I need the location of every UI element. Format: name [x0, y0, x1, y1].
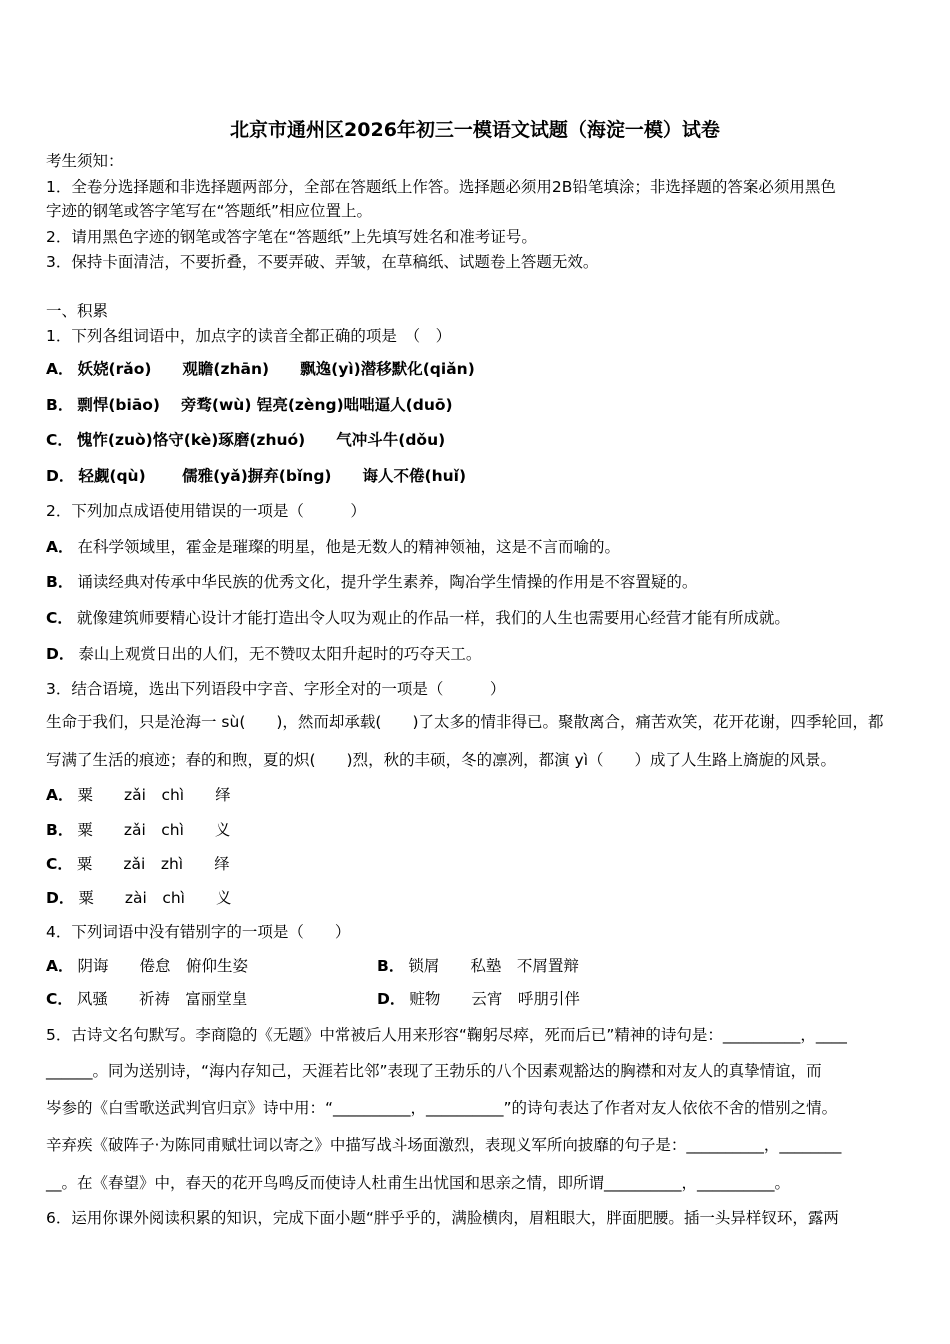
q2-option-b: B． 诵读经典对传承中华民族的优秀文化，提升学生素养，陶冶学生情操的作用是不容置疑的。 [46, 573, 698, 591]
q1-option-d: D． 轻觑(qù) 儒雅(yǎ)摒弃(bǐng) 诲人不倦(huǐ) [46, 467, 467, 485]
q3-option-b: B． 粟 zǎi chì 义 [46, 821, 231, 839]
section-heading: 一、积累 [46, 302, 109, 320]
q4-option-a: A． 阴诲 倦怠 俯仰生姿 [46, 957, 249, 975]
q5-line: ______。同为送别诗，“海内存知己，天涯若比邻”表现了王勃乐的八个因素观豁达的胸襟和对友人的真挚情谊，而 [46, 1062, 822, 1080]
q4-option-b: B． 锁屑 私塾 不屑置辩 [377, 957, 579, 975]
question-2-stem: 2．下列加点成语使用错误的一项是（ ） [46, 502, 366, 520]
q3-option-a: A． 粟 zǎi chì 绎 [46, 786, 231, 804]
q3-passage-line: 生命于我们，只是沧海一 sù( )，然而却承载( )了太多的情非得已。聚散离合，痛苦欢笑，花开花谢，四季轮回，都 [46, 713, 884, 731]
q2-option-c: C． 就像建筑师要精心设计才能打造出令人叹为观止的作品一样，我们的人生也需要用心经营才能有所成就。 [46, 609, 790, 627]
question-3-stem: 3．结合语境，选出下列语段中字音、字形全对的一项是（ ） [46, 680, 506, 698]
q4-option-d: D． 赃物 云宵 呼朋引伴 [377, 990, 580, 1008]
question-1-stem: 1．下列各组词语中，加点字的读音全都正确的项是 （ ） [46, 327, 452, 345]
q1-option-b: B． 剽悍(biāo) 旁骛(wù) 锃亮(zèng)咄咄逼人(duō) [46, 396, 453, 414]
notice-line: 1．全卷分选择题和非选择题两部分，全部在答题纸上作答。选择题必须用2B铅笔填涂；非选择题的答案必须用黑色 [46, 178, 836, 196]
notice-line: 字迹的钢笔或答字笔写在“答题纸”相应位置上。 [46, 202, 373, 220]
q5-line: 辛弃疾《破阵子·为陈同甫赋壮词以寄之》中描写战斗场面激烈，表现义军所向披靡的句子是：__________，________ [46, 1136, 842, 1154]
q1-option-c: C． 愧怍(zuò)恪守(kè)琢磨(zhuó) 气冲斗牛(dǒu) [46, 431, 446, 449]
q3-option-c: C． 粟 zǎi zhì 绎 [46, 855, 230, 873]
q5-line: 岑参的《白雪歌送武判官归京》诗中用：“__________，__________”的诗句表达了作者对友人依依不舍的惜别之情。 [46, 1099, 838, 1117]
q2-option-a: A． 在科学领域里，霍金是璀璨的明星，他是无数人的精神领袖，这是不言而喻的。 [46, 538, 621, 556]
notice-heading: 考生须知： [46, 152, 124, 170]
question-4-stem: 4．下列词语中没有错别字的一项是（ ） [46, 923, 351, 941]
notice-line: 3．保持卡面清洁，不要折叠，不要弄破、弄皱，在草稿纸、试题卷上答题无效。 [46, 253, 599, 271]
q2-option-d: D． 泰山上观赏日出的人们，无不赞叹太阳升起时的巧夺天工。 [46, 645, 482, 663]
q5-line: __。在《春望》中，春天的花开鸟鸣反而使诗人杜甫生出忧国和思亲之情，即所谓__________，__________。 [46, 1174, 791, 1192]
page-title: 北京市通州区2026年初三一模语文试题（海淀一模）试卷 [230, 119, 720, 141]
q1-option-a: A． 妖娆(rǎo) 观瞻(zhān) 飘逸(yì)潜移默化(qiǎn) [46, 360, 475, 378]
q3-passage-line: 写满了生活的痕迹；春的和煦，夏的炽( )烈，秋的丰硕，冬的凛冽，都演 yì（ ）成了人生路上旖旎的风景。 [46, 751, 837, 769]
notice-line: 2．请用黑色字迹的钢笔或答字笔在“答题纸”上先填写姓名和准考证号。 [46, 228, 537, 246]
question-6-stem: 6．运用你课外阅读积累的知识，完成下面小题“胖乎乎的，满脸横肉，眉粗眼大，胖面肥腰。插一头异样钗环，露两 [46, 1209, 839, 1227]
q5-line: 5．古诗文名句默写。李商隐的《无题》中常被后人用来形容“鞠躬尽瘁，死而后已”精神的诗句是：__________，____ [46, 1026, 847, 1044]
q3-option-d: D． 粟 zài chì 义 [46, 889, 232, 907]
q4-option-c: C． 风骚 祈祷 富丽堂皇 [46, 990, 248, 1008]
